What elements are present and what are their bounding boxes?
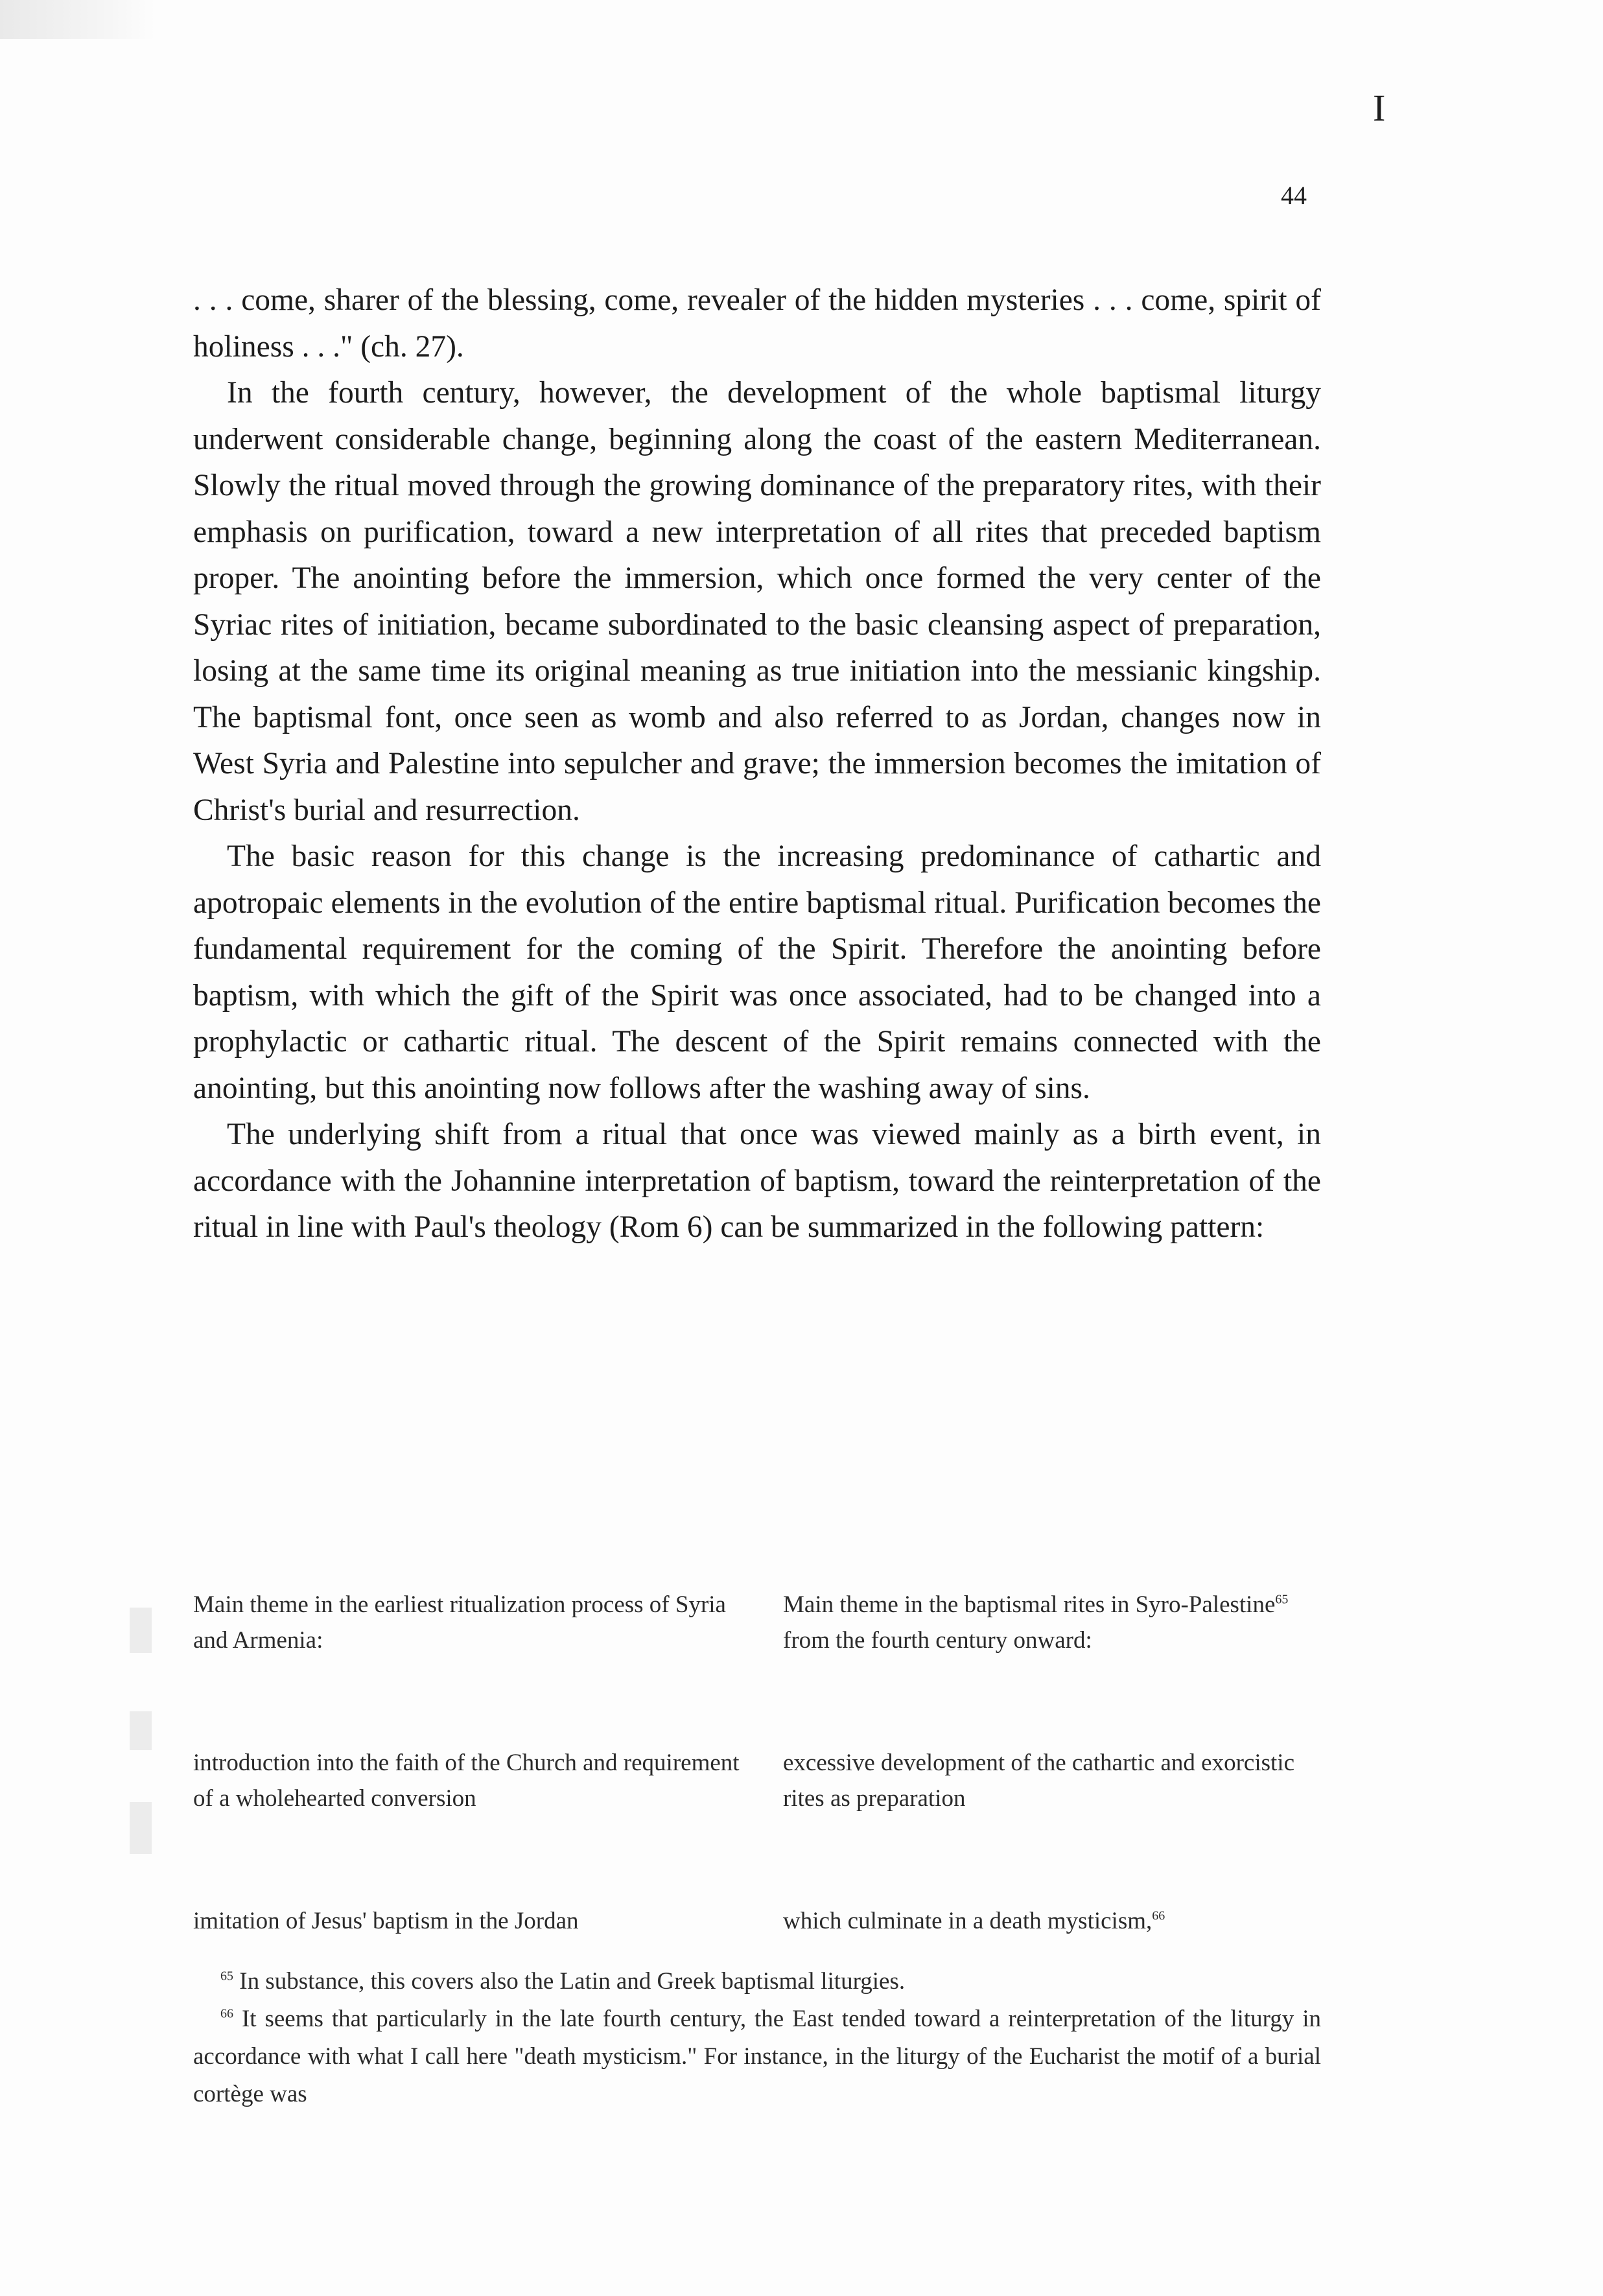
paragraph-basic-reason: The basic reason for this change is the increasing predominance of cathartic and apotropaic elements in the evolution of the entire baptismal ritual. Purification becomes the fundamental requirement for the coming of the Spirit. Therefore the anointing before baptism, with which the gift of the Spirit was once associated, had to be changed into a prophylactic or cathartic ritual. The descent of the Spirit remains connected with the anointing, but this anointing now follows after the washing away of sins. (193, 839, 1321, 1105)
paragraph-fourth-century: In the fourth century, however, the development of the whole baptismal liturgy underwent considerable change, beginning along the coast of the eastern Mediterranean. Slowly the ritual moved through the growing dominance of the preparatory rites, with their emphasis on purification, toward a new interpretation of all rites that preceded baptism proper. The anointing before the immersion, which once formed the very center of the Syriac rites of initiation, became subordinated to the basic cleansing aspect of preparation, losing at the same time its original meaning as true initiation into the messianic kingship. The baptismal font, once seen as womb and also referred to as Jordan, changes now in West Syria and Palestine into sepulcher and grave; the immersion becomes the imitation of Christ's burial and resurrection. (193, 376, 1321, 827)
footnote-ref-65[interactable]: 65 (1275, 1592, 1289, 1607)
section-mark: I (1373, 87, 1386, 129)
comparison-table (193, 1587, 1321, 1955)
footnote-number: 66 (220, 2006, 233, 2021)
scan-edge-mark (130, 1608, 152, 1653)
paragraph-quote-continuation: . . . come, sharer of the blessing, come, revealer of the hidden mysteries . . . come, spirit of holiness . . ." (ch. 27). (193, 283, 1321, 364)
scan-smudge (0, 0, 156, 39)
footnotes (193, 1963, 1321, 2113)
comparison-row (193, 1903, 1321, 1955)
footnote-66: $^{66}$ It seems that particularly in the late fourth century, the East tended toward a reinterpretation of the liturgy in accordance with what I call here "death mysticism." For instance, in the liturgy of the Eucharist the motif of a burial cortège was (193, 2006, 1321, 2107)
header-earliest-ritualization: Main theme in the earliest ritualization process of Syria and Armenia: (193, 1591, 726, 1654)
paragraph-underlying-shift: The underlying shift from a ritual that once was viewed mainly as a birth event, in accordance with the Johannine interpretation of baptism, toward the reinterpretation of the ritual in line with Paul's theology (Rom 6) can be summarized in the following pattern: (193, 1118, 1321, 1244)
footnote-ref-66[interactable]: 66 (1152, 1908, 1165, 1923)
footnote-number: 65 (220, 1969, 233, 1984)
comparison-header-row (193, 1587, 1321, 1745)
theme-death-mysticism: which culminate in a death mysticism,$^{66}$ (783, 1908, 1165, 1934)
scan-edge-mark (130, 1711, 152, 1750)
header-syro-palestine: Main theme in the baptismal rites in Syro-Palestine$^{65}$ from the fourth century onward: (783, 1591, 1289, 1654)
theme-imitation-of-baptism: imitation of Jesus' baptism in the Jordan (193, 1908, 579, 1934)
body-text (193, 277, 1321, 1251)
comparison-row (193, 1745, 1321, 1903)
theme-cathartic-development: excessive development of the cathartic and exorcistic rites as preparation (783, 1750, 1294, 1812)
page-number: 44 (1281, 181, 1307, 210)
scan-edge-mark (130, 1802, 152, 1854)
theme-introduction-into-faith: introduction into the faith of the Church and requirement of a wholehearted conversion (193, 1750, 740, 1812)
footnote-65: $^{65}$ In substance, this covers also the Latin and Greek baptismal liturgies. (220, 1968, 906, 1995)
